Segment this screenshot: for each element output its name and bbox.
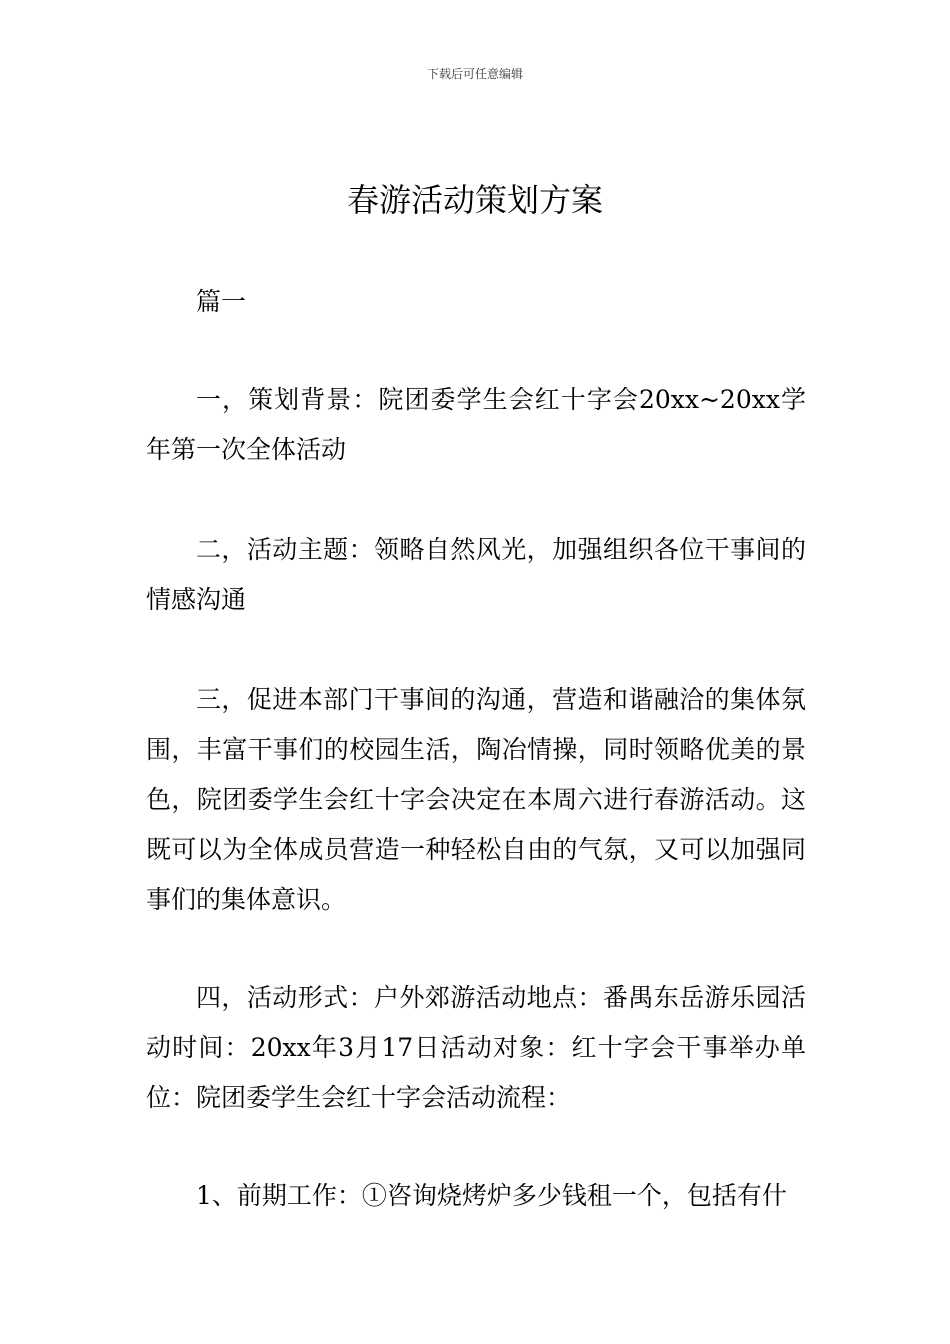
- paragraph-background: 一，策划背景：院团委学生会红十字会20xx~20xx学年第一次全体活动: [146, 385, 806, 464]
- paragraph-theme: 二，活动主题：领略自然风光，加强组织各位干事间的情感沟通: [146, 535, 806, 614]
- paragraph-purpose: 三，促进本部门干事间的沟通，营造和谐融洽的集体氛围，丰富干事们的校园生活，陶冶情操，同时领略优美的景色，院团委学生会红十字会决定在本周六进行春游活动。这既可以为全体成员营造一种轻松自由的气氛，又可以加强同事们的集体意识。: [146, 685, 806, 914]
- document-title: 春游活动策划方案: [346, 181, 603, 219]
- paragraph-preparation: 1、前期工作：①咨询烧烤炉多少钱租一个，包括有什: [196, 1181, 787, 1210]
- paragraph-activity-details: 四，活动形式：户外郊游活动地点：番禺东岳游乐园活动时间：20xx年3月17日活动对象：红十字会干事举办单位：院团委学生会红十字会活动流程：: [146, 983, 806, 1112]
- header-note: 下载后可任意编辑: [426, 67, 523, 81]
- section-label: 篇一: [196, 287, 247, 316]
